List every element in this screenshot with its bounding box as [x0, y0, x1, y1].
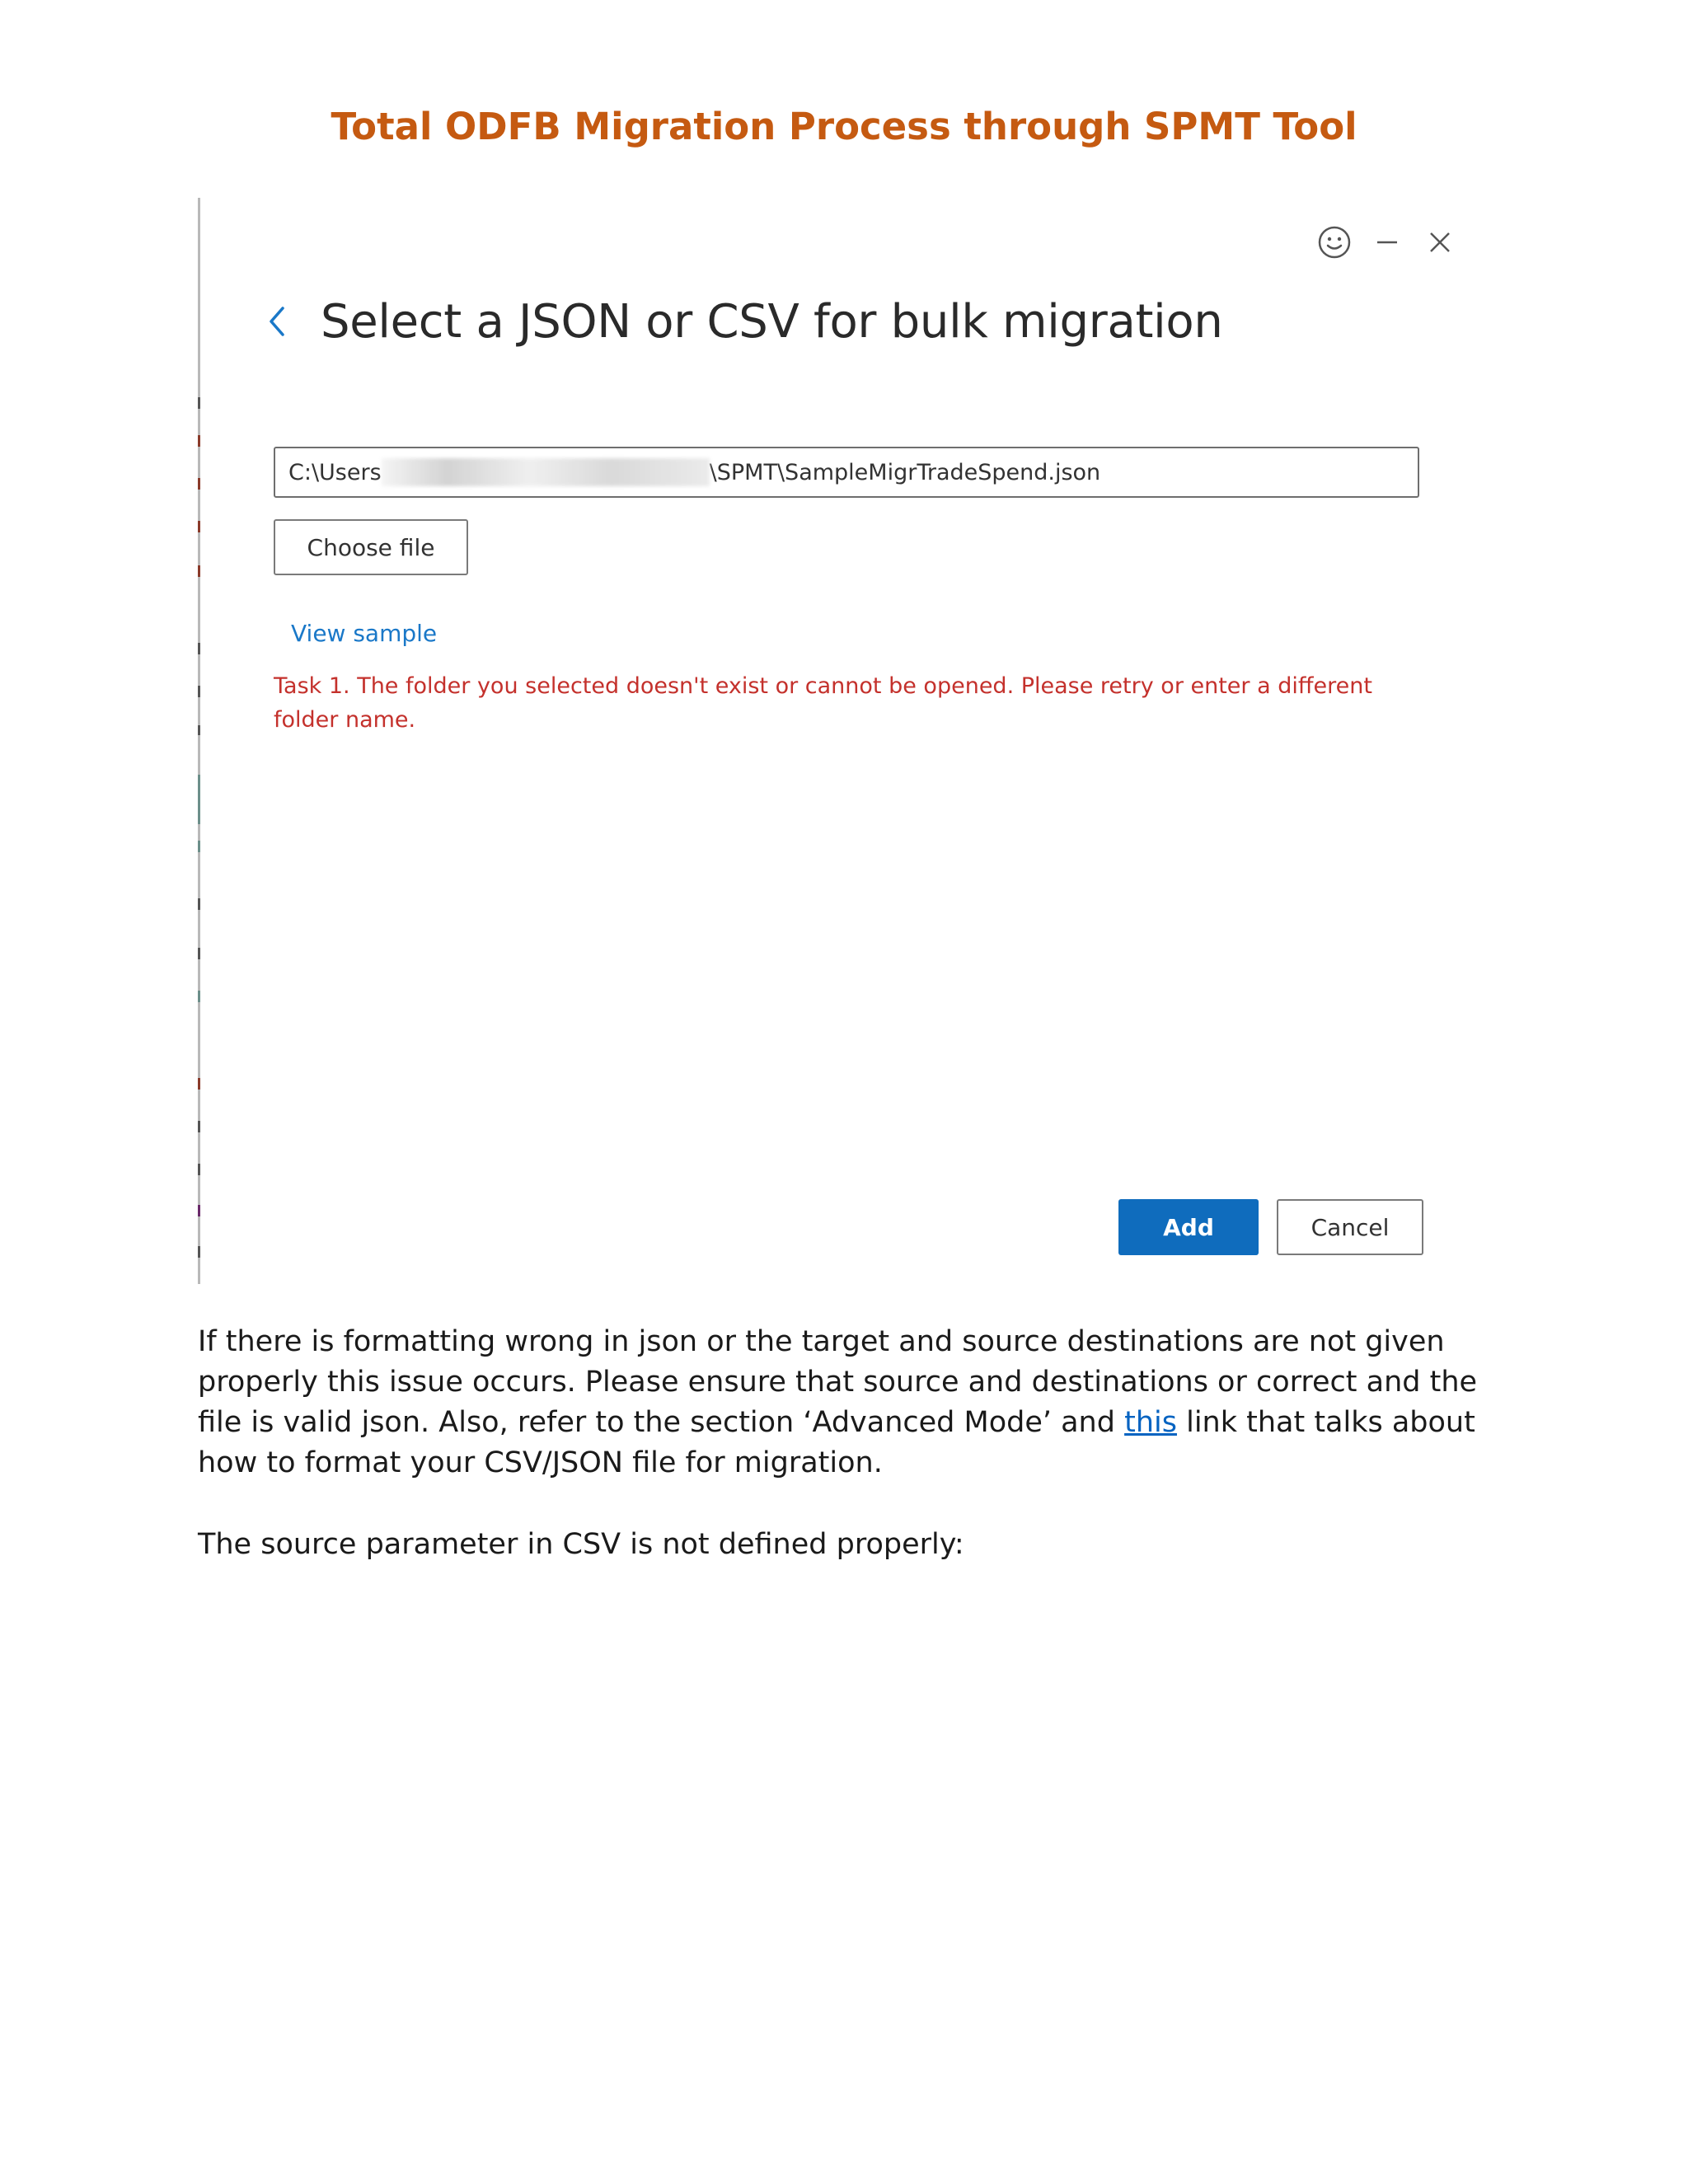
explanation-paragraph: [198, 1322, 1500, 1483]
edge-mark: [198, 898, 200, 910]
edge-mark: [198, 775, 200, 824]
edge-mark: [198, 1078, 200, 1090]
edge-mark: [198, 841, 200, 852]
edge-mark: [198, 991, 200, 1002]
edge-mark: [198, 686, 200, 697]
edge-mark: [198, 397, 200, 409]
choose-file-button[interactable]: Choose file: [274, 519, 468, 575]
source-parameter-paragraph: The source parameter in CSV is not defined properly:: [198, 1528, 964, 1561]
edge-mark: [198, 435, 200, 447]
embedded-screenshot: [198, 198, 1463, 1284]
window-controls: [1265, 219, 1463, 269]
back-chevron-left-icon[interactable]: [266, 297, 304, 346]
redacted-username: [382, 458, 710, 486]
feedback-smiley-icon[interactable]: [1311, 219, 1357, 265]
edge-mark: [198, 1164, 200, 1175]
edge-mark: [198, 725, 200, 735]
file-path-input[interactable]: [274, 447, 1419, 498]
edge-mark: [198, 478, 200, 490]
edge-mark: [198, 521, 200, 532]
add-button[interactable]: Add: [1118, 1199, 1259, 1255]
path-prefix: C:\Users: [288, 459, 382, 485]
close-icon[interactable]: [1417, 219, 1463, 265]
explanation-text-end: link that talks about how to format your CSV/JSON file for migration.: [198, 1406, 1475, 1479]
dialog-header: [266, 280, 1223, 363]
edge-mark: [198, 1246, 200, 1258]
error-message: Task 1. The folder you selected doesn't exist or cannot be opened. Please retry or enter a different folder name.: [274, 673, 1372, 733]
edge-mark: [198, 1205, 200, 1216]
cancel-button[interactable]: Cancel: [1277, 1199, 1423, 1255]
dialog-title: Select a JSON or CSV for bulk migration: [321, 294, 1223, 349]
edge-mark: [198, 1121, 200, 1132]
edge-mark: [198, 643, 200, 654]
edge-mark: [198, 565, 200, 577]
path-suffix: \SPMT\SampleMigrTradeSpend.json: [709, 459, 1101, 485]
minimize-icon[interactable]: [1364, 219, 1410, 265]
explanation-text-start: If there is formatting wrong in json or the target and source destinations are not given properly this issue occurs. Please ensure that source and destinations or correct and the file is valid json. Also, refer to the section ‘Advanced Mode’ and: [198, 1325, 1478, 1439]
document-title: Total ODFB Migration Process through SPMT Tool: [331, 105, 1357, 148]
this-link[interactable]: this: [1124, 1406, 1177, 1439]
edge-mark: [198, 948, 200, 959]
view-sample-link[interactable]: View sample: [291, 620, 438, 647]
